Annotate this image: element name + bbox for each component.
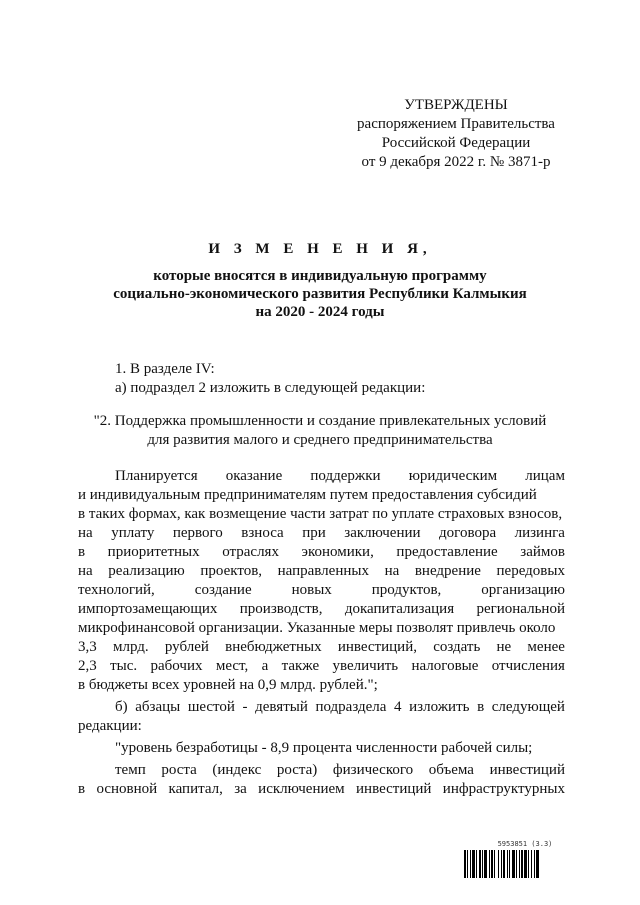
heading-line-3: на 2020 - 2024 годы [255, 304, 385, 320]
p1-line [78, 581, 565, 600]
word: тыс. [110, 658, 138, 674]
word: юридическим [408, 468, 498, 484]
heading-title: И З М Е Н Е Н И Я, [208, 241, 432, 257]
word: основной [96, 781, 158, 797]
word: роста) [276, 762, 318, 778]
word: - [242, 699, 248, 715]
word: внебюджетных [225, 639, 322, 655]
word: на [78, 563, 93, 579]
item-b-line-2: редакции: [78, 718, 142, 734]
word: 4 [394, 699, 402, 715]
word: роста [161, 762, 197, 778]
word: заключении [344, 525, 421, 541]
word: мест, [215, 658, 249, 674]
barcode-graphic [464, 850, 586, 878]
word: договора [439, 525, 497, 541]
word: региональной [476, 601, 565, 617]
word: в [78, 544, 86, 560]
word: передовых [496, 563, 565, 579]
word: внедрение [414, 563, 481, 579]
word: отчисления [491, 658, 565, 674]
p1-line: в бюджеты всех уровней на 0,9 млрд. рублей."; [78, 677, 378, 693]
word: физического [332, 762, 414, 778]
p1-line [78, 657, 565, 676]
quote-line-3 [78, 780, 565, 799]
word: продуктов, [371, 582, 442, 598]
word: изложить [409, 699, 470, 715]
word: в [477, 699, 485, 715]
quote-line-2 [78, 761, 565, 780]
word: реализацию [108, 563, 185, 579]
word: создание [194, 582, 252, 598]
word: менее [527, 639, 565, 655]
word: темп [115, 762, 146, 778]
word: инвестиций, [337, 639, 417, 655]
p1-line [78, 543, 565, 562]
word: оказание [225, 468, 283, 484]
subsection-title-line-1: "2. Поддержка промышленности и создание привлекательных условий [93, 413, 547, 429]
p1-line: микрофинансовой организации. Указанные меры позволят привлечь около [78, 620, 556, 636]
word: поддержки [310, 468, 381, 484]
heading-line-2: социально-экономического развития Республики Калмыкия [113, 286, 527, 302]
word: рублей [164, 639, 209, 655]
barcode-bar [539, 850, 541, 878]
word: увеличить [332, 658, 399, 674]
word: млрд. [112, 639, 149, 655]
word: предоставление [396, 544, 498, 560]
word: инвестиций [489, 762, 565, 778]
item-1: 1. В разделе IV: [115, 361, 215, 377]
word: шестой [187, 699, 235, 715]
word: девятый [255, 699, 308, 715]
word: первого [172, 525, 223, 541]
word: инфраструктурных [442, 781, 565, 797]
quote-line-1: "уровень безработицы - 8,9 процента численности рабочей силы; [115, 740, 533, 756]
barcode-block [464, 840, 586, 878]
word: новых [291, 582, 332, 598]
word: отраслях [222, 544, 279, 560]
item-b-line-1 [78, 698, 565, 717]
word: лицам [525, 468, 565, 484]
word: взноса [241, 525, 284, 541]
word: на [78, 525, 93, 541]
word: объема [428, 762, 474, 778]
word: при [302, 525, 326, 541]
p1-line [78, 524, 565, 543]
word: подраздела [315, 699, 387, 715]
word: капитал, [168, 781, 223, 797]
p1-line [78, 638, 565, 657]
p1-line: и индивидуальным предпринимателям путем предоставления субсидий [78, 487, 537, 503]
word: не [496, 639, 512, 655]
word: в [78, 781, 86, 797]
word: налоговые [411, 658, 479, 674]
word: абзацы [135, 699, 181, 715]
word: проектов, [200, 563, 263, 579]
word: а [261, 658, 269, 674]
word: экономики, [301, 544, 374, 560]
subsection-title [80, 412, 560, 450]
word: также [281, 658, 320, 674]
word: следующей [491, 699, 565, 715]
word: докапитализация [344, 601, 455, 617]
word: б) [115, 699, 128, 715]
word: займов [520, 544, 565, 560]
approval-line-1: распоряжением Правительства [357, 116, 555, 132]
p1-line [78, 600, 565, 619]
word: направленных [277, 563, 369, 579]
p1-line: в таких формах, как возмещение части затрат по уплате страховых взносов, [78, 506, 563, 522]
approval-title: УТВЕРЖДЕНЫ [404, 97, 508, 113]
word: 3,3 [78, 639, 97, 655]
word: рабочих [150, 658, 203, 674]
word: лизинга [514, 525, 565, 541]
subsection-title-line-2: для развития малого и среднего предпринимательства [147, 432, 493, 448]
heading-line-1: которые вносятся в индивидуальную программу [153, 268, 487, 284]
document-heading [80, 240, 560, 321]
word: на [384, 563, 400, 579]
word: технологий, [78, 582, 155, 598]
approval-line-3: от 9 декабря 2022 г. № 3871-р [361, 154, 551, 170]
barcode-number: 5953851 (3.3) [497, 840, 553, 848]
word: приоритетных [107, 544, 200, 560]
word: за [234, 781, 247, 797]
word: исключением [258, 781, 345, 797]
item-a: а) подраздел 2 изложить в следующей редакции: [115, 380, 426, 396]
p1-line [78, 562, 565, 581]
word: уплату [111, 525, 155, 541]
word: 2,3 [78, 658, 97, 674]
approval-line-2: Российской Федерации [381, 135, 531, 151]
approval-block [330, 96, 582, 172]
word: создать [433, 639, 481, 655]
word: организацию [481, 582, 565, 598]
word: Планируется [115, 468, 198, 484]
word: инвестиций [356, 781, 432, 797]
word: импортозамещающих [78, 601, 218, 617]
word: (индекс [212, 762, 262, 778]
word: производств, [239, 601, 323, 617]
p1-line [78, 467, 565, 486]
